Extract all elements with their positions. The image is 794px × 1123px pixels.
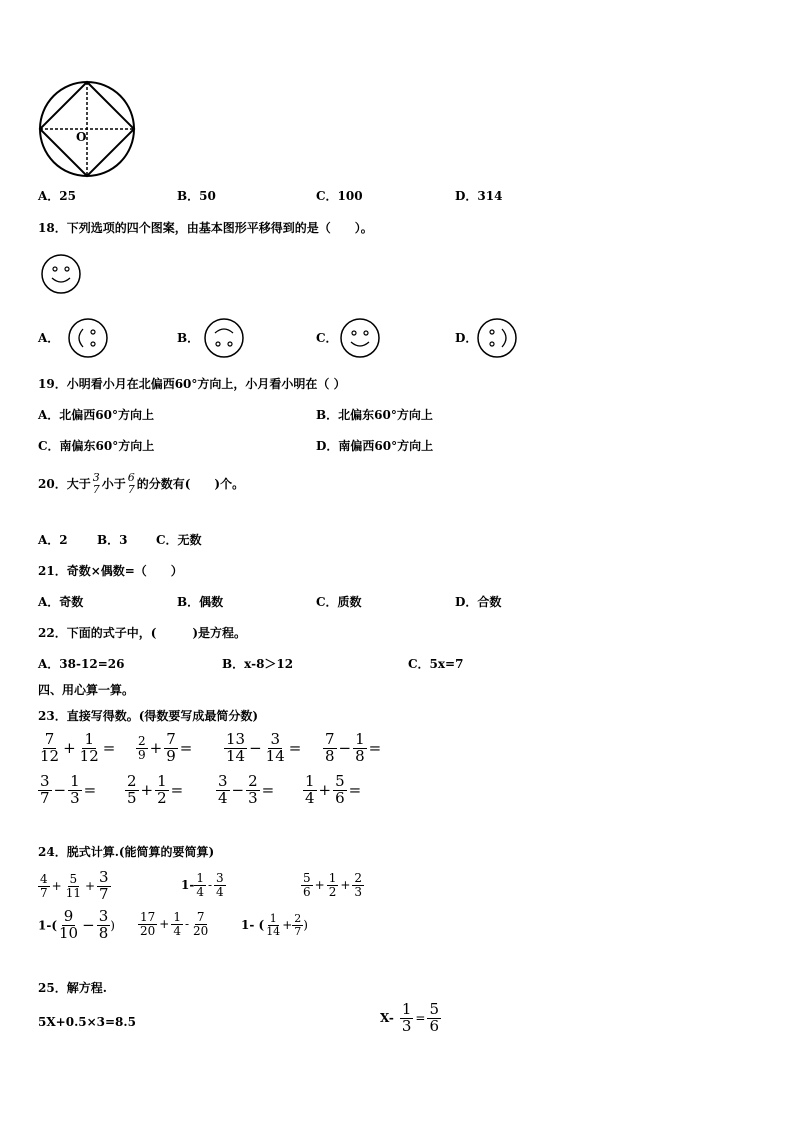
q20-stem: [38, 472, 244, 495]
q23-r2-e3: $\frac{3}{4}$ − $\frac{2}{3}$ =: [218, 772, 275, 807]
q17-option-d[interactable]: D．314: [455, 189, 503, 203]
q24-stem: 24．脱式计算.(能简算的要简算): [38, 845, 215, 859]
option-c-smiley-icon[interactable]: [339, 317, 381, 359]
q23-r1-e1: $\frac{7}{12}$ + $\frac{1}{12}$ =: [40, 730, 116, 765]
q22-option-a[interactable]: A．38-12=26: [38, 657, 125, 671]
q21-option-a[interactable]: A．奇数: [38, 595, 84, 609]
q23-r1-e2: $\frac{2}{9}$ + $\frac{7}{9}$ =: [138, 730, 193, 765]
option-d-rotated-smiley-icon[interactable]: [476, 317, 518, 359]
q24-expr-5: $\frac{17}{20}$ + $\frac{1}{4}$ - $\frac{7}{20}$: [140, 910, 209, 938]
q17-option-b[interactable]: B．50: [177, 189, 216, 203]
q22-option-c[interactable]: C．5x=7: [408, 657, 464, 671]
q19-stem: 19．小明看小月在北偏西60°方向上，小月看小明在（ ）: [38, 377, 346, 391]
q20-prefix: 20．大于: [38, 477, 91, 492]
q20-option-b[interactable]: B．3: [97, 533, 128, 547]
q18-label-a[interactable]: A．: [38, 331, 60, 345]
q23-r2-e4: $\frac{1}{4}$ + $\frac{5}{6}$ =: [305, 772, 362, 807]
q21-option-b[interactable]: B．偶数: [177, 595, 224, 609]
base-smiley-icon: [40, 253, 82, 295]
q20-option-a[interactable]: A．2: [38, 533, 68, 547]
q22-stem: 22．下面的式子中，( )是方程。: [38, 626, 247, 640]
q24-expr-4: 1-( $\frac{9}{10}$ − $\frac{3}{8}$ ): [38, 907, 115, 942]
q24-expr-1: $\frac{4}{7}$ + $\frac{5}{11}$ + $\frac{3}{7}$: [40, 868, 109, 903]
q25-equation-1: 5X+0.5×3=8.5: [38, 1015, 136, 1029]
q21-option-c[interactable]: C．质数: [316, 595, 362, 609]
q18-label-d[interactable]: D．: [455, 331, 478, 345]
q18-label-c[interactable]: C．: [316, 331, 338, 345]
q19-option-d[interactable]: D．南偏西60°方向上: [316, 439, 434, 453]
q21-option-d[interactable]: D．合数: [455, 595, 502, 609]
q23-r2-e1: $\frac{3}{7}$ − $\frac{1}{3}$ =: [40, 772, 97, 807]
q21-stem: 21．奇数×偶数=（ ）: [38, 564, 183, 578]
q24-expr-3: $\frac{5}{6}$ + $\frac{1}{2}$ + $\frac{2}{3}$: [303, 871, 363, 899]
q23-r1-e3: $\frac{13}{14}$ − $\frac{3}{14}$ =: [226, 730, 302, 765]
q18-label-b[interactable]: B．: [177, 331, 200, 345]
q24-expr-2: 1- $\frac{1}{4}$ - $\frac{3}{4}$: [181, 871, 224, 899]
q25-stem: 25．解方程.: [38, 981, 107, 995]
q18-stem: 18．下列选项的四个图案，由基本图形平移得到的是（ ）。: [38, 221, 373, 235]
q19-option-a[interactable]: A．北偏西60°方向上: [38, 408, 155, 422]
q17-option-a[interactable]: A．25: [38, 189, 77, 203]
q19-option-c[interactable]: C．南偏东60°方向上: [38, 439, 155, 453]
q23-r1-e4: $\frac{7}{8}$ − $\frac{1}{8}$ =: [325, 730, 382, 765]
option-a-rotated-smiley-icon[interactable]: [67, 317, 109, 359]
q24-expr-6: 1- ( $\frac{1}{14}$ + $\frac{2}{7}$ ): [241, 912, 308, 938]
section-heading: 四、用心算一算。: [38, 683, 135, 697]
q19-option-b[interactable]: B．北偏东60°方向上: [316, 408, 433, 422]
q20-option-c[interactable]: C．无数: [156, 533, 202, 547]
q23-stem: 23．直接写得数。(得数要写成最简分数): [38, 709, 259, 723]
q20-mid: 小于: [101, 477, 126, 492]
q17-option-c[interactable]: C．100: [316, 189, 363, 203]
q23-r2-e2: $\frac{2}{5}$ + $\frac{1}{2}$ =: [127, 772, 184, 807]
q20-suffix: 的分数有( )个。: [136, 477, 245, 492]
option-b-flipped-smiley-icon[interactable]: [203, 317, 245, 359]
q22-option-b[interactable]: B．x-8＞12: [222, 657, 294, 671]
q20-fraction-lower: 3 7: [92, 471, 100, 496]
q25-equation-2: X- $\frac{1}{3}$ = $\frac{5}{6}$: [380, 1000, 440, 1035]
q20-fraction-upper: 6 7: [127, 471, 135, 496]
center-label: O: [76, 130, 87, 144]
circle-square-figure: [38, 80, 138, 180]
